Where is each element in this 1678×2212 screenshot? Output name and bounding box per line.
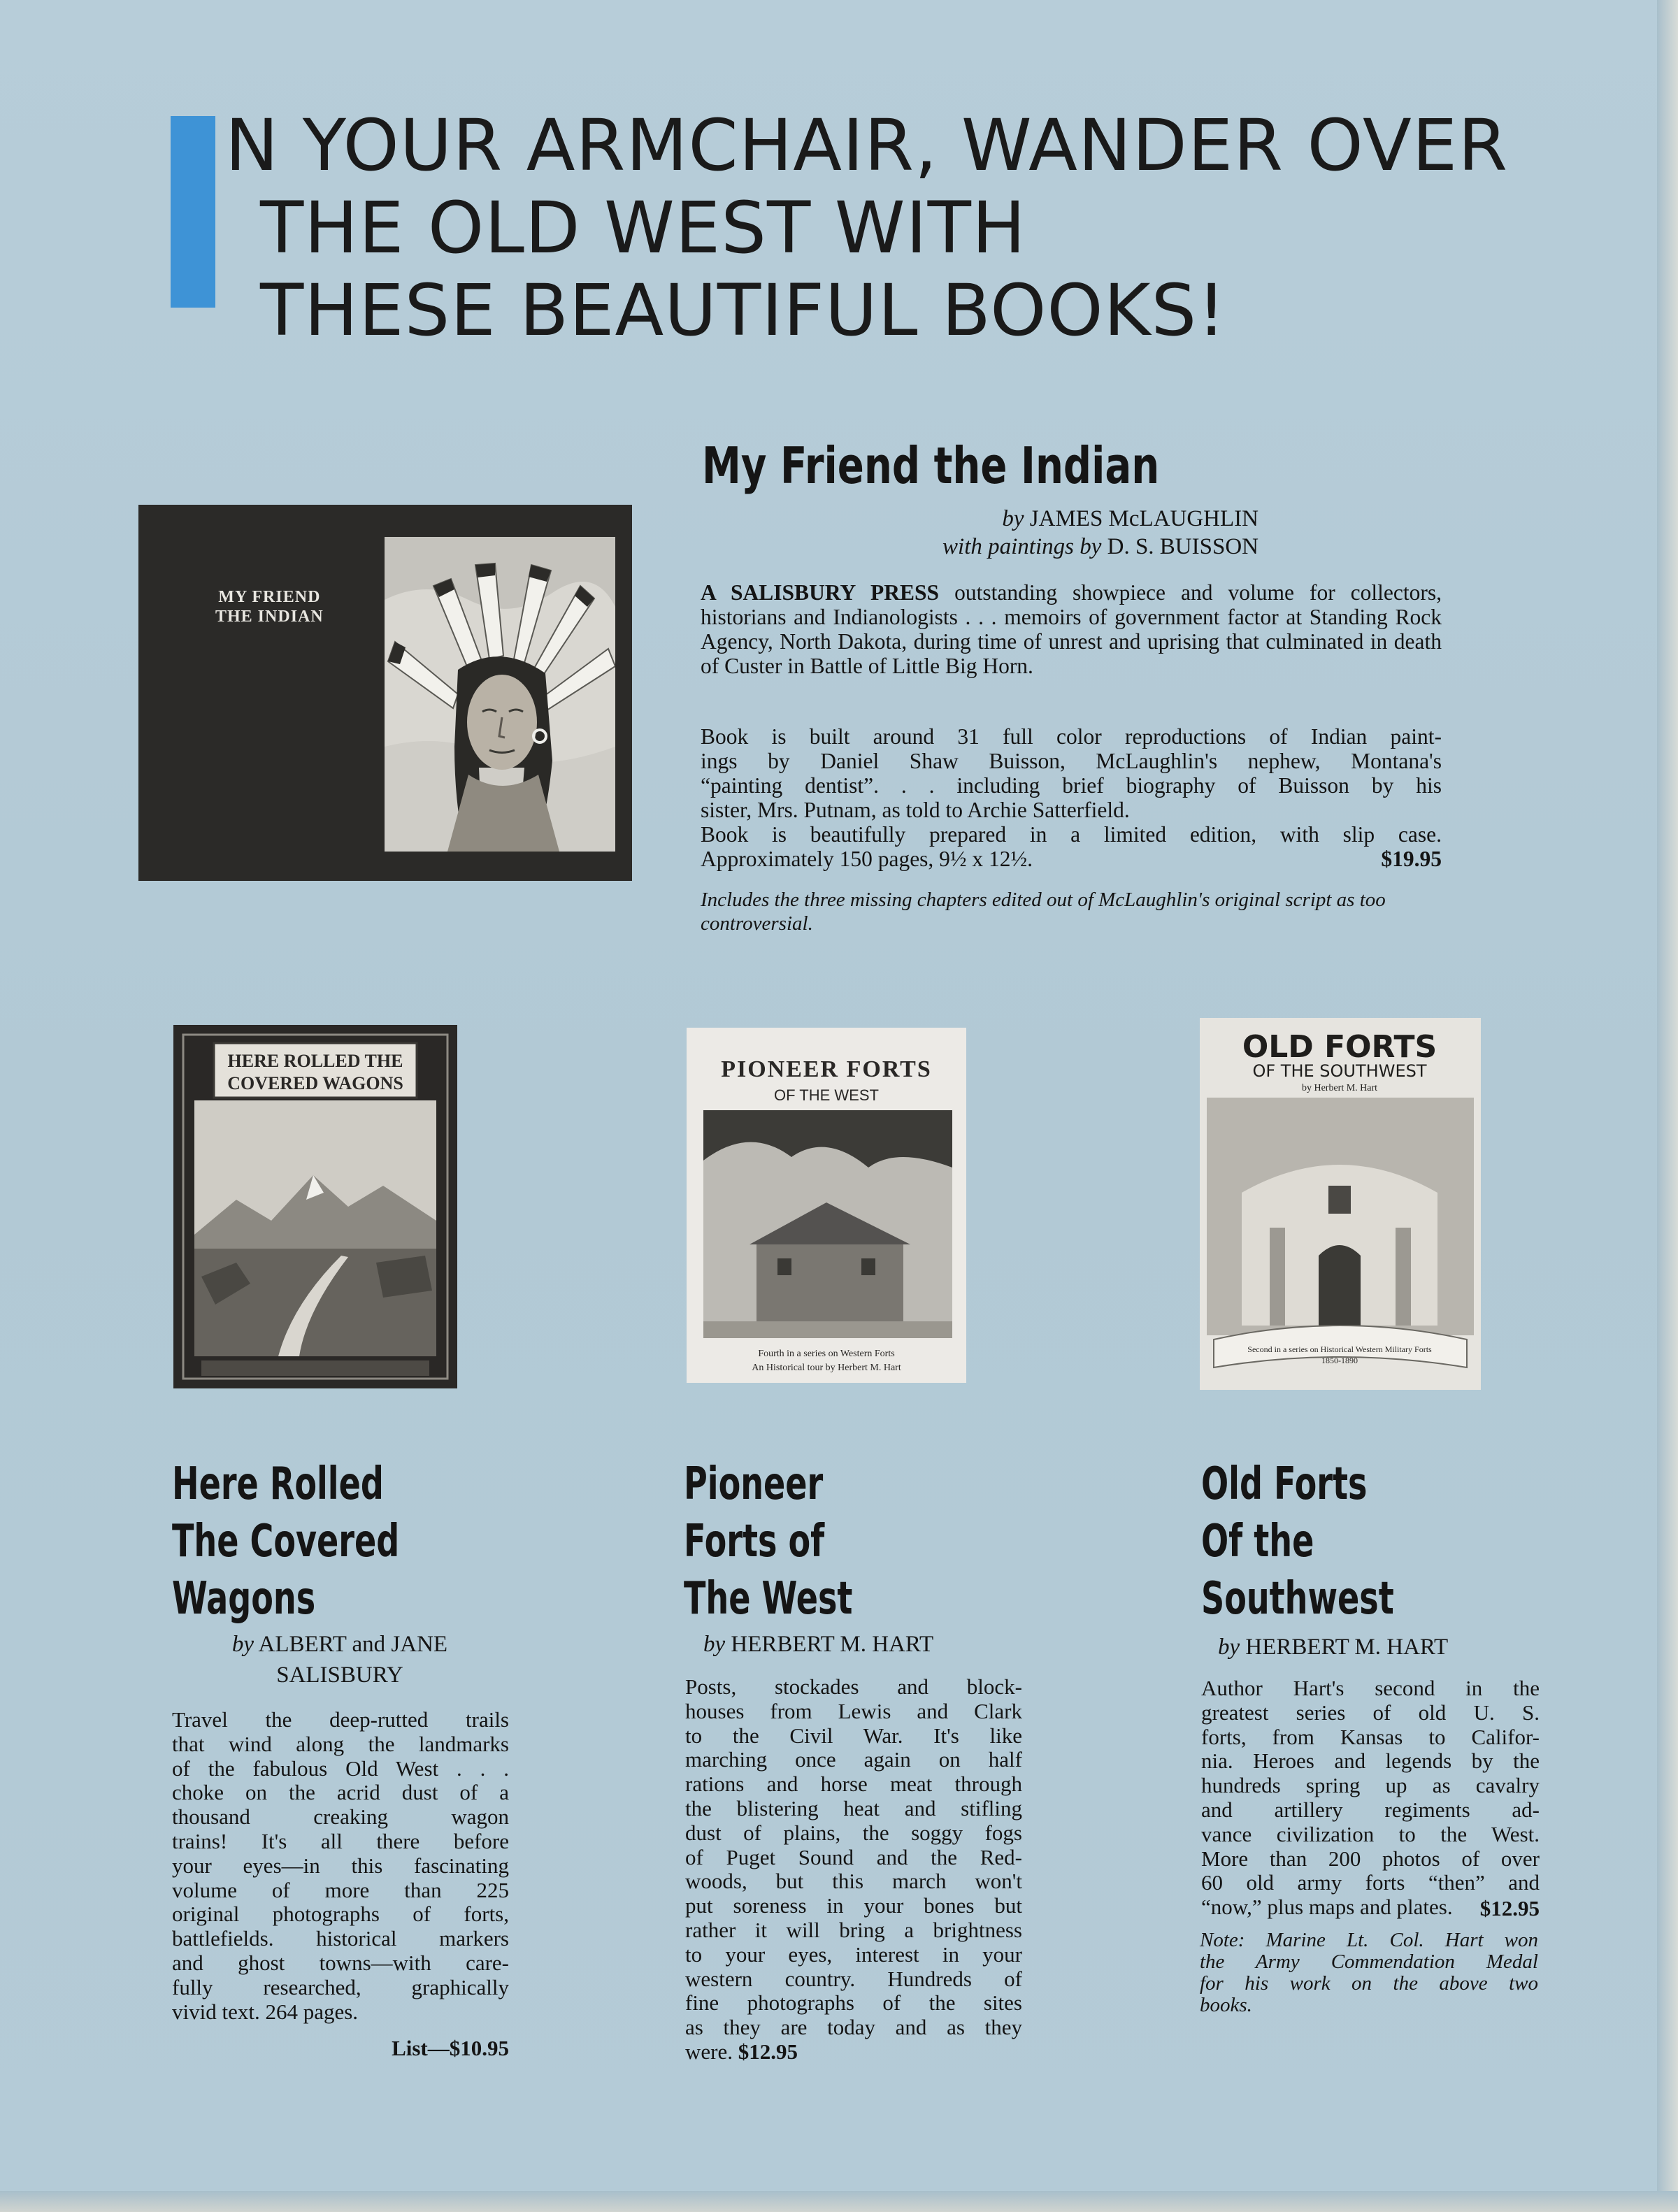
book1-title [172, 1456, 399, 1628]
book2-text-line: Posts, stockades and block- [685, 1674, 1022, 1699]
featured-description [701, 580, 1442, 678]
pioneer-cover-title-1: PIONEER FORTS [721, 1056, 932, 1082]
featured-detail-line: Book is built around 31 full color reproductions of Indian paint- [701, 724, 1442, 749]
featured-detail-line: “painting dentist”. . . including brief biography of Buisson by his [701, 773, 1442, 798]
book3-note-line: books. [1200, 1994, 1252, 2016]
featured-detail-line: Book is beautifully prepared in a limited edition, with slip case. [701, 822, 1442, 847]
headline-line-1: N YOUR ARMCHAIR, WANDER OVER [225, 104, 1509, 187]
book2-text-line: to your eyes, interest in your [685, 1941, 1022, 1967]
featured-cover-title-line-1: MY FRIEND [218, 588, 321, 606]
book-cover-pioneer-forts [687, 1028, 966, 1383]
book1-text-line: your eyes—in this fascinating [172, 1853, 509, 1878]
book3-author: HERBERT M. HART [1245, 1635, 1449, 1660]
book2-title-line: Pioneer [684, 1458, 824, 1510]
featured-publisher-lead: A SALISBURY PRESS [701, 580, 940, 605]
book3-text-line: 60 old army forts “then” and [1201, 1870, 1540, 1895]
book2-title-line: The West [684, 1573, 853, 1625]
book2-text-line: rations and horse meat through [685, 1772, 1022, 1797]
book-cover-covered-wagons [173, 1025, 457, 1388]
old-forts-cover-art [1200, 1018, 1481, 1390]
book2-author: HERBERT M. HART [731, 1632, 934, 1657]
book2-title-line: Forts of [684, 1516, 825, 1567]
book1-title-line: The Covered [172, 1516, 400, 1567]
page-edge-bottom [0, 2191, 1678, 2212]
book1-text-line: vivid text. 264 pages. [172, 1999, 359, 2024]
pioneer-cover-title-2: OF THE WEST [774, 1086, 879, 1104]
book1-text-line: battlefields. historical markers [172, 1926, 509, 1951]
book-cover-old-forts-southwest [1200, 1018, 1481, 1390]
headline-line-2: THE OLD WEST WITH [260, 187, 1026, 270]
book3-text-line: nia. Heroes and legends by the [1201, 1748, 1540, 1774]
oldforts-cover-dates: 1850-1890 [1321, 1356, 1358, 1365]
book3-text-line: and artillery regiments ad- [1201, 1797, 1540, 1822]
book2-text-line: the blistering heat and stifling [685, 1795, 1022, 1820]
oldforts-cover-title-1: OLD FORTS [1242, 1029, 1437, 1065]
featured-with-label: with paintings by [942, 534, 1102, 559]
book3-title-line: Old Forts [1201, 1458, 1368, 1510]
book3-note-line: Note: Marine Lt. Col. Hart won [1200, 1929, 1538, 1951]
book2-text-line: fine photographs of the sites [685, 1990, 1022, 2016]
featured-book-title: My Friend the Indian [702, 436, 1160, 495]
book1-author-1: ALBERT and JANE [258, 1632, 448, 1657]
book3-note-line: the Army Commendation Medal [1200, 1951, 1538, 1973]
book3-text-line: greatest series of old U. S. [1201, 1700, 1540, 1725]
book1-text-line: trains! It's all there before [172, 1828, 509, 1853]
book2-text-line: put soreness in your bones but [685, 1893, 1022, 1918]
oldforts-cover-title-2: OF THE SOUTHWEST [1252, 1061, 1427, 1081]
book3-text-line: hundreds spring up as cavalry [1201, 1773, 1540, 1798]
book2-description [685, 1675, 1022, 2064]
book2-text-line: western country. Hundreds of [685, 1966, 1022, 1991]
book2-text-line: marching once again on half [685, 1747, 1022, 1772]
book3-note-line: for his work on the above two [1200, 1972, 1538, 1995]
book1-by-label: by [231, 1632, 254, 1657]
book1-text-line: of the fabulous Old West . . . [172, 1755, 509, 1781]
book3-title-line: Southwest [1201, 1573, 1394, 1625]
book2-text-line: dust of plains, the soggy fogs [685, 1820, 1022, 1845]
featured-byline [699, 505, 1258, 561]
featured-detail-line: sister, Mrs. Putnam, as told to Archie Satterfield. [701, 798, 1130, 822]
book1-text-line: thousand creaking wagon [172, 1804, 509, 1830]
book3-description [1201, 1676, 1540, 1920]
page-edge-right [1657, 0, 1678, 2212]
book2-text-line: to the Civil War. It's like [685, 1723, 1022, 1748]
headline [225, 105, 1554, 352]
pioneer-cover-foot-1: Fourth in a series on Western Forts [758, 1349, 895, 1359]
book3-title-line: Of the [1201, 1516, 1314, 1567]
book1-price: List—$10.95 [392, 2036, 509, 2060]
book2-byline [685, 1629, 1039, 1660]
book1-author-2: SALISBURY [276, 1662, 403, 1688]
book3-text-line: Author Hart's second in the [1201, 1676, 1540, 1700]
wagons-cover-title-1: HERE ROLLED THE [227, 1051, 403, 1071]
featured-by-label: by [1002, 506, 1024, 531]
headline-line-3: THESE BEAUTIFUL BOOKS! [260, 269, 1227, 352]
book2-text-line: as they are today and as they [685, 2015, 1022, 2040]
book3-byline [1201, 1632, 1554, 1662]
book3-text-line: More than 200 photos of over [1201, 1846, 1540, 1871]
featured-book-cover [138, 505, 632, 881]
wagons-cover-title-2: COVERED WAGONS [227, 1073, 403, 1093]
featured-detail-line: ings by Daniel Shaw Buisson, McLaughlin's nephew, Montana's [701, 749, 1442, 773]
book3-text-line: forts, from Kansas to Califor- [1201, 1724, 1540, 1749]
featured-details [701, 724, 1442, 871]
featured-price-line [701, 847, 1442, 871]
pioneer-forts-cover-art [687, 1028, 966, 1383]
book2-last-line [685, 2040, 1022, 2064]
featured-cover-title-line-2: THE INDIAN [215, 608, 324, 626]
covered-wagons-cover-art [173, 1025, 457, 1388]
book1-byline [172, 1629, 508, 1690]
book2-price: $12.95 [738, 2039, 798, 2064]
featured-note: Includes the three missing chapters edited out of McLaughlin's original script as too controversial. [701, 889, 1386, 935]
book3-price: $12.95 [1479, 1896, 1540, 1920]
book1-text-line: Travel the deep-rutted trails [172, 1707, 509, 1732]
book2-text-line: woods, but this march won't [685, 1869, 1022, 1894]
book1-text-line: original photographs of forts, [172, 1902, 509, 1927]
book1-text-line: volume of more than 225 [172, 1877, 509, 1902]
headline-accent-bar [171, 116, 215, 308]
pioneer-cover-foot-2: An Historical tour by Herbert M. Hart [752, 1363, 901, 1373]
book2-by-label: by [703, 1632, 726, 1657]
book1-text-line: fully researched, graphically [172, 1974, 509, 1999]
featured-illustrator: D. S. BUISSON [1107, 534, 1258, 559]
book3-by-label: by [1218, 1635, 1240, 1660]
book1-title-line: Here Rolled [172, 1458, 384, 1510]
book2-text-line: rather it will bring a brightness [685, 1917, 1022, 1942]
oldforts-cover-foot: Second in a series on Historical Western Military Forts [1247, 1344, 1432, 1354]
book2-text-line: houses from Lewis and Clark [685, 1698, 1022, 1723]
featured-price: $19.95 [1381, 847, 1442, 871]
featured-size: Approximately 150 pages, 9½ x 12½. [701, 847, 1033, 871]
book2-last-word: were. [685, 2039, 733, 2064]
featured-author: JAMES McLAUGHLIN [1029, 506, 1258, 531]
book2-title [684, 1456, 852, 1628]
featured-description-rest: outstanding showpiece and volume for collectors, historians and Indianologists . . . memoirs of government factor at Standing Rock Agency, North Dakota, during time of unrest and uprising that culminated in death of Custer in Battle of Little Big Horn. [701, 580, 1442, 678]
book1-title-line: Wagons [172, 1573, 316, 1625]
featured-cover-title [215, 587, 324, 626]
book3-note [1200, 1930, 1538, 2016]
book3-text-line: vance civilization to the West. [1201, 1821, 1540, 1846]
chief-portrait-image [385, 537, 615, 852]
book1-text-line: that wind along the landmarks [172, 1731, 509, 1756]
book1-text-line: and ghost towns—with care- [172, 1950, 509, 1975]
oldforts-cover-author: by Herbert M. Hart [1301, 1083, 1378, 1093]
book1-text-line: choke on the acrid dust of a [172, 1780, 509, 1805]
book2-text-line: of Puget Sound and the Red- [685, 1844, 1022, 1869]
book3-text-line: “now,” plus maps and plates. [1201, 1895, 1453, 1920]
book3-title [1201, 1456, 1394, 1628]
book1-description [172, 1708, 509, 2024]
